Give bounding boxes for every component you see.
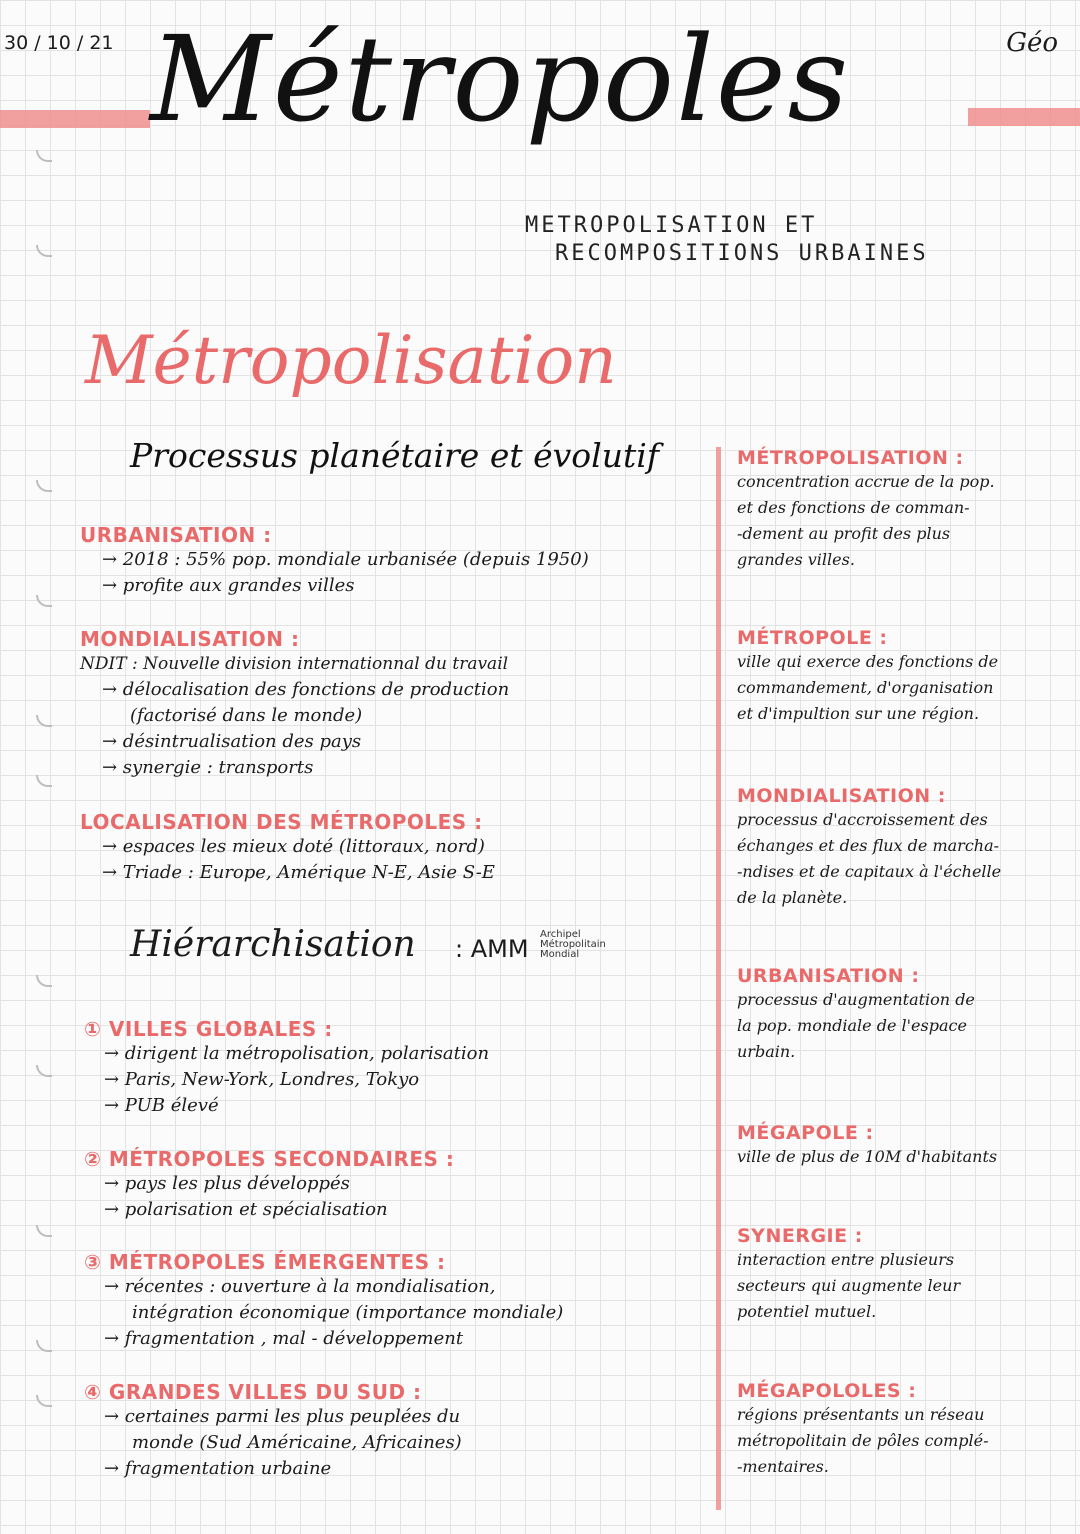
definition-line: grandes villes. xyxy=(737,550,855,569)
process-title: Processus planétaire et évolutif xyxy=(130,436,659,475)
title-underline-right xyxy=(968,108,1080,126)
villes-globales-block xyxy=(84,1017,489,1119)
definition-line: -ndises et de capitaux à l'échelle xyxy=(737,862,1002,881)
definition-line: régions présentants un réseau xyxy=(737,1405,985,1424)
definition-line: métropolitain de pôles complé- xyxy=(737,1431,989,1450)
localisation-line-2: → Triade : Europe, Amérique N-E, Asie S-E xyxy=(102,862,495,883)
date: 30 / 10 / 21 xyxy=(4,32,114,54)
secondaires-line-1: → pays les plus développés xyxy=(104,1173,350,1194)
emergentes-heading: ③ MÉTROPOLES ÉMERGENTES : xyxy=(84,1250,446,1274)
definition-line: urbain. xyxy=(737,1042,796,1061)
urbanisation-line-1: → 2018 : 55% pop. mondiale urbanisée (depuis 1950) xyxy=(102,549,589,570)
definition-line: concentration accrue de la pop. xyxy=(737,472,995,491)
mondialisation-line-5: → synergie : transports xyxy=(102,757,314,778)
emergentes-line-2: intégration économique (importance mondiale) xyxy=(132,1302,564,1323)
sud-block xyxy=(84,1380,462,1482)
amm-note-1: Archipel xyxy=(540,929,581,940)
hierarchisation-title: Hiérarchisation xyxy=(130,924,416,965)
emergentes-line-3: → fragmentation , mal - développement xyxy=(104,1328,464,1349)
mondialisation-block xyxy=(80,627,509,781)
mondialisation-heading: MONDIALISATION : xyxy=(80,627,300,651)
definition-line: interaction entre plusieurs xyxy=(737,1250,955,1269)
amm-note-2: Métropolitain xyxy=(540,939,606,950)
definition-line: commandement, d'organisation xyxy=(737,678,994,697)
urbanisation-line-2: → profite aux grandes villes xyxy=(102,575,355,596)
secondaires-line-2: → polarisation et spécialisation xyxy=(104,1199,388,1220)
definition-line: -mentaires. xyxy=(737,1457,829,1476)
villes-globales-line-1: → dirigent la métropolisation, polarisation xyxy=(104,1043,490,1064)
mondialisation-line-2: → délocalisation des fonctions de production xyxy=(102,679,510,700)
villes-globales-line-2: → Paris, New-York, Londres, Tokyo xyxy=(104,1069,420,1090)
section-title: Métropolisation xyxy=(85,322,617,399)
definition-term: MONDIALISATION : xyxy=(737,785,946,807)
definition-line: ville qui exerce des fonctions de xyxy=(737,652,999,671)
emergentes-line-1: → récentes : ouverture à la mondialisation, xyxy=(104,1276,496,1297)
definition-line: potentiel mutuel. xyxy=(737,1302,877,1321)
localisation-line-1: → espaces les mieux doté (littoraux, nord) xyxy=(102,836,485,857)
villes-globales-line-3: → PUB élevé xyxy=(104,1095,219,1116)
localisation-heading: LOCALISATION DES MÉTROPOLES : xyxy=(80,810,483,834)
definition-term: MÉGAPOLOLES : xyxy=(737,1380,917,1402)
definition-line: processus d'accroissement des xyxy=(737,810,988,829)
sud-line-1: → certaines parmi les plus peuplées du xyxy=(104,1406,461,1427)
definition-megapole xyxy=(737,1122,1072,1170)
column-divider xyxy=(716,447,721,1510)
urbanisation-block xyxy=(80,523,589,599)
definition-megapololes xyxy=(737,1380,1072,1480)
urbanisation-heading: URBANISATION : xyxy=(80,523,272,547)
definition-mondialisation xyxy=(737,785,1072,911)
subtitle-line-2: RECOMPOSITIONS URBAINES xyxy=(555,241,929,266)
definition-term: SYNERGIE : xyxy=(737,1225,863,1247)
definition-line: et des fonctions de comman- xyxy=(737,498,970,517)
definition-urbanisation xyxy=(737,965,1072,1065)
definition-synergie xyxy=(737,1225,1072,1325)
localisation-block xyxy=(80,810,495,886)
definition-term: URBANISATION : xyxy=(737,965,920,987)
definition-metropolisation xyxy=(737,447,1072,573)
definition-line: de la planète. xyxy=(737,888,848,907)
mondialisation-line-1: NDIT : Nouvelle division internationnal du travail xyxy=(80,654,509,674)
amm-label: : AMM xyxy=(455,935,529,963)
definition-term: MÉGAPOLE : xyxy=(737,1122,874,1144)
secondaires-block xyxy=(84,1147,454,1223)
definition-line: processus d'augmentation de xyxy=(737,990,975,1009)
secondaires-heading: ② MÉTROPOLES SECONDAIRES : xyxy=(84,1147,455,1171)
sud-line-3: → fragmentation urbaine xyxy=(104,1458,332,1479)
definition-term: MÉTROPOLISATION : xyxy=(737,447,964,469)
definition-line: échanges et des flux de marcha- xyxy=(737,836,1000,855)
subject-label: Géo xyxy=(1006,28,1058,58)
page-title: Métropoles xyxy=(150,10,851,148)
subtitle-line-1: METROPOLISATION ET xyxy=(525,213,818,238)
definition-metropole xyxy=(737,627,1072,727)
villes-globales-heading: ① VILLES GLOBALES : xyxy=(84,1017,333,1041)
sud-heading: ④ GRANDES VILLES DU SUD : xyxy=(84,1380,422,1404)
definition-term: MÉTROPOLE : xyxy=(737,627,888,649)
mondialisation-line-4: → désintrualisation des pays xyxy=(102,731,362,752)
definition-line: la pop. mondiale de l'espace xyxy=(737,1016,967,1035)
emergentes-block xyxy=(84,1250,563,1352)
amm-note-3: Mondial xyxy=(540,949,580,960)
mondialisation-line-3: (factorisé dans le monde) xyxy=(130,705,363,726)
title-underline-left xyxy=(0,110,150,128)
definition-line: et d'impultion sur une région. xyxy=(737,704,980,723)
page-subtitle xyxy=(525,212,929,268)
definition-line: secteurs qui augmente leur xyxy=(737,1276,961,1295)
definition-line: ville de plus de 10M d'habitants xyxy=(737,1147,998,1166)
amm-note xyxy=(540,930,606,960)
definition-line: -dement au profit des plus xyxy=(737,524,951,543)
sud-line-2: monde (Sud Américaine, Africaines) xyxy=(132,1432,462,1453)
